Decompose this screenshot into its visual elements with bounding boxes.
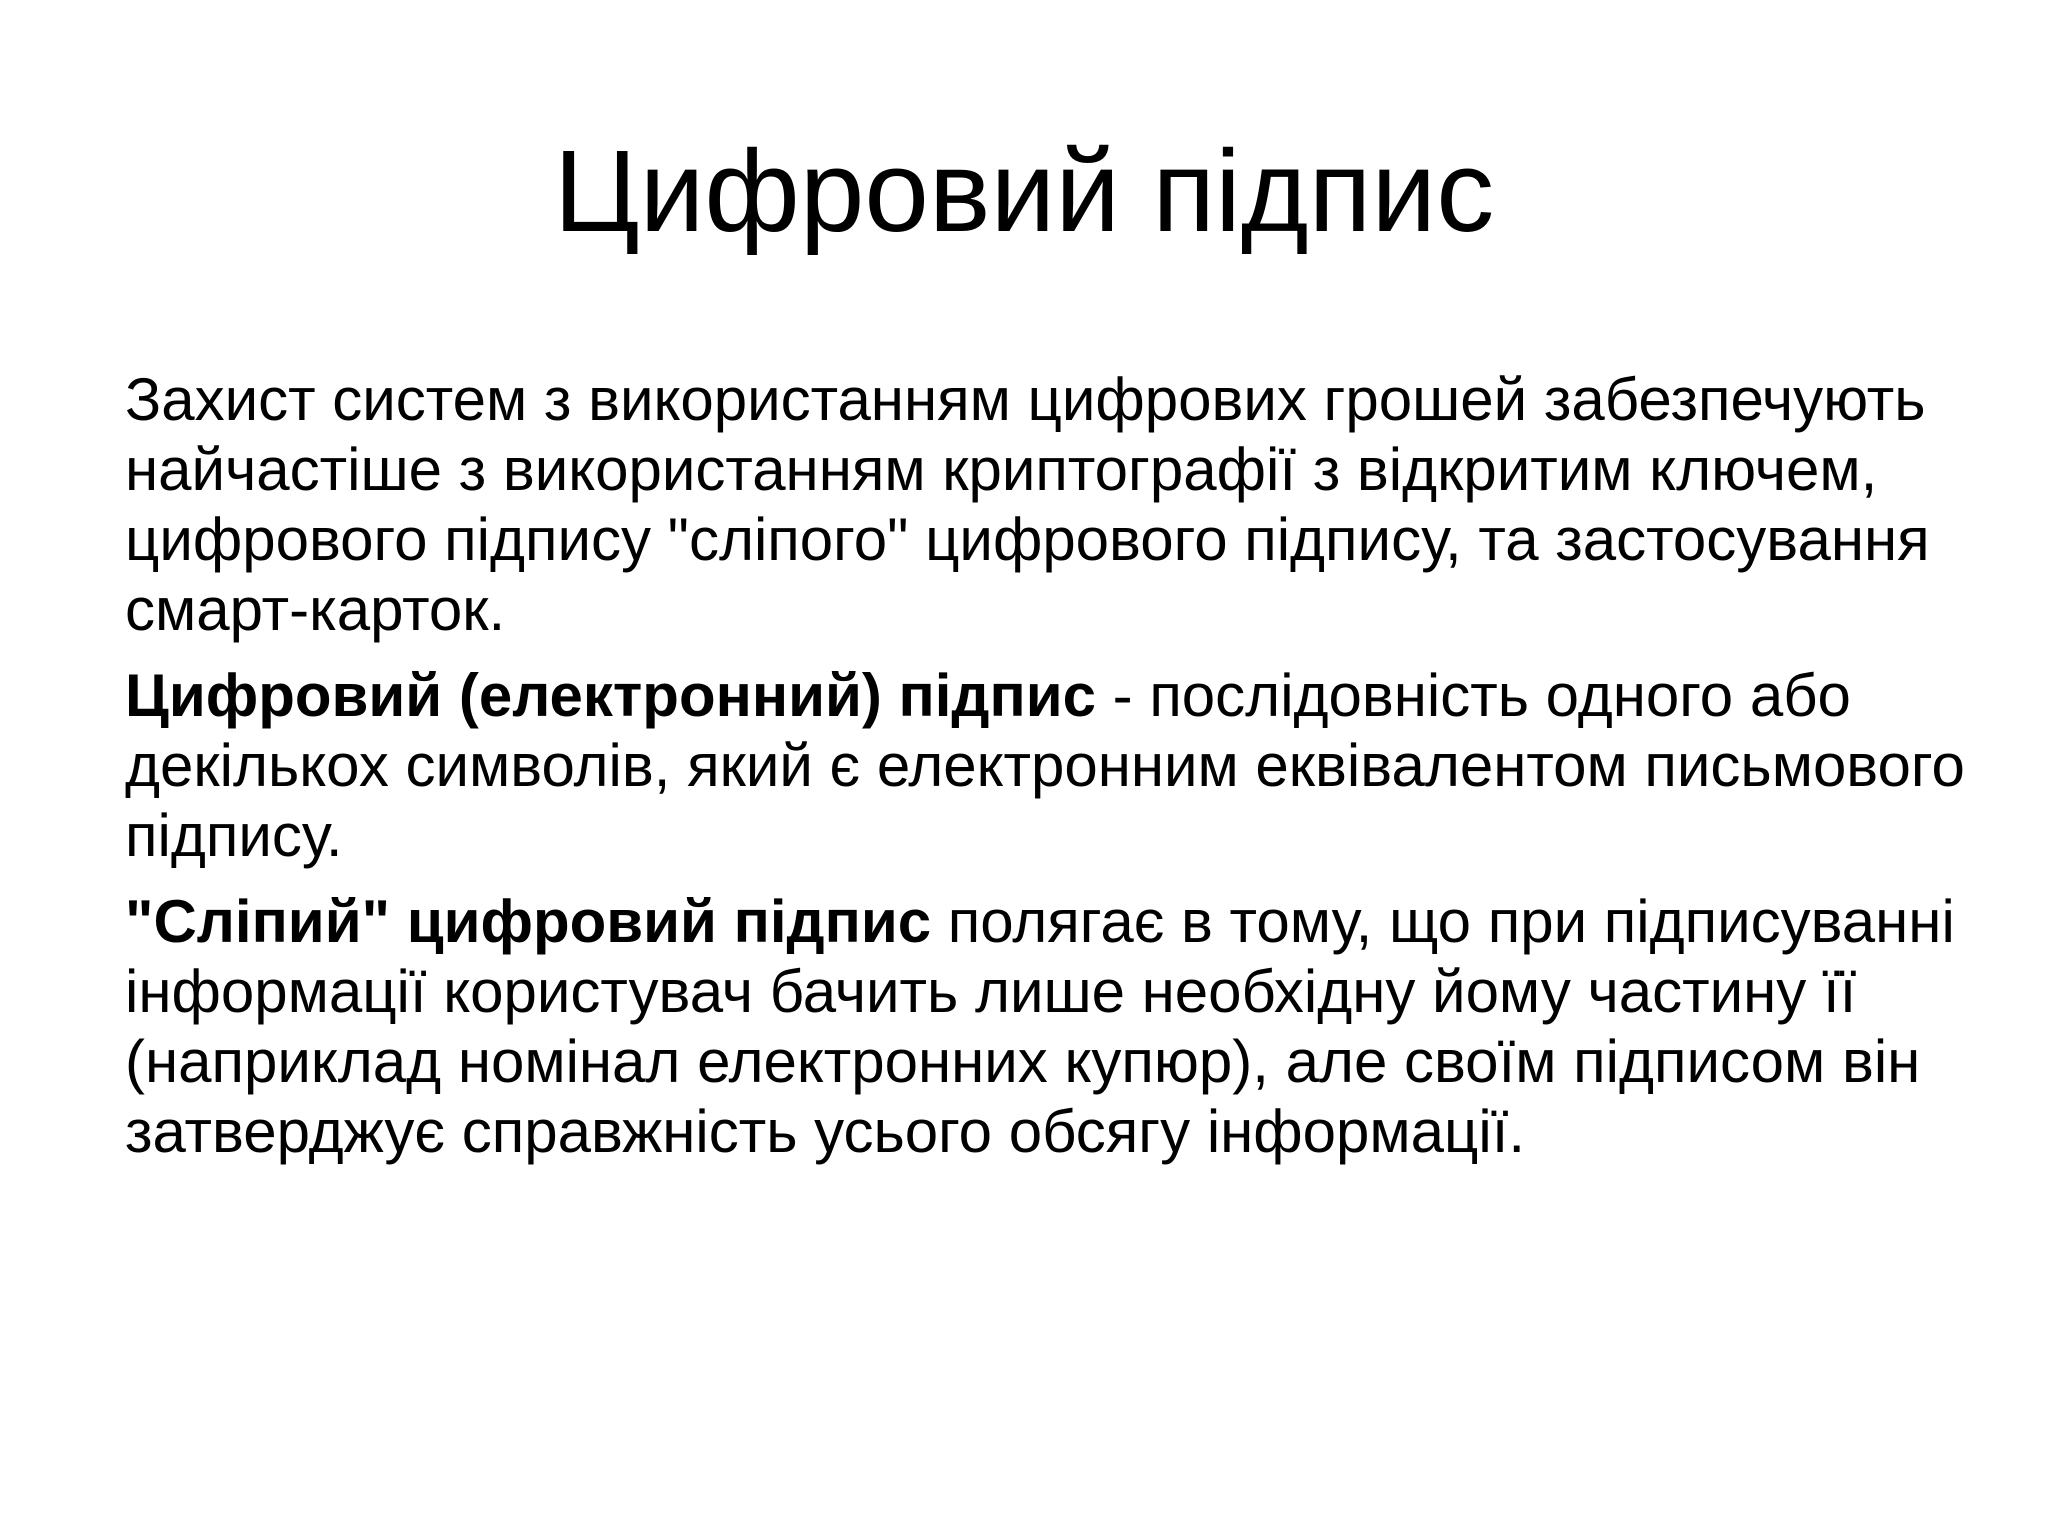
slide-body [125, 365, 2005, 1183]
paragraph-blind-signature [125, 887, 2005, 1167]
definition-blind-signature: полягає в тому, що при підписуванні інформації користувач бачить лише необхідну йому частину її (наприклад номінал електронних купюр), але своїм підписом він затверджує справжність усього обсягу інформації. [125, 888, 1955, 1165]
paragraph-digital-signature [125, 661, 2005, 871]
definition-digital-signature: - послідовність одного або декількох символів, який є електронним еквівалентом письмового підпису. [125, 662, 1965, 869]
term-blind-signature: "Сліпий" цифровий підпис [125, 888, 932, 955]
term-digital-signature: Цифровий (електронний) підпис [125, 662, 1096, 729]
paragraph-intro [125, 365, 2005, 645]
paragraph-intro-text: Захист систем з використанням цифрових грошей забезпечують найчастіше з використанням криптографії з відкритим ключем, цифрового підпису "сліпого" цифрового підпису, та застосування смарт-карток. [125, 366, 1930, 643]
slide-title: Цифровий підпис [553, 126, 1495, 256]
